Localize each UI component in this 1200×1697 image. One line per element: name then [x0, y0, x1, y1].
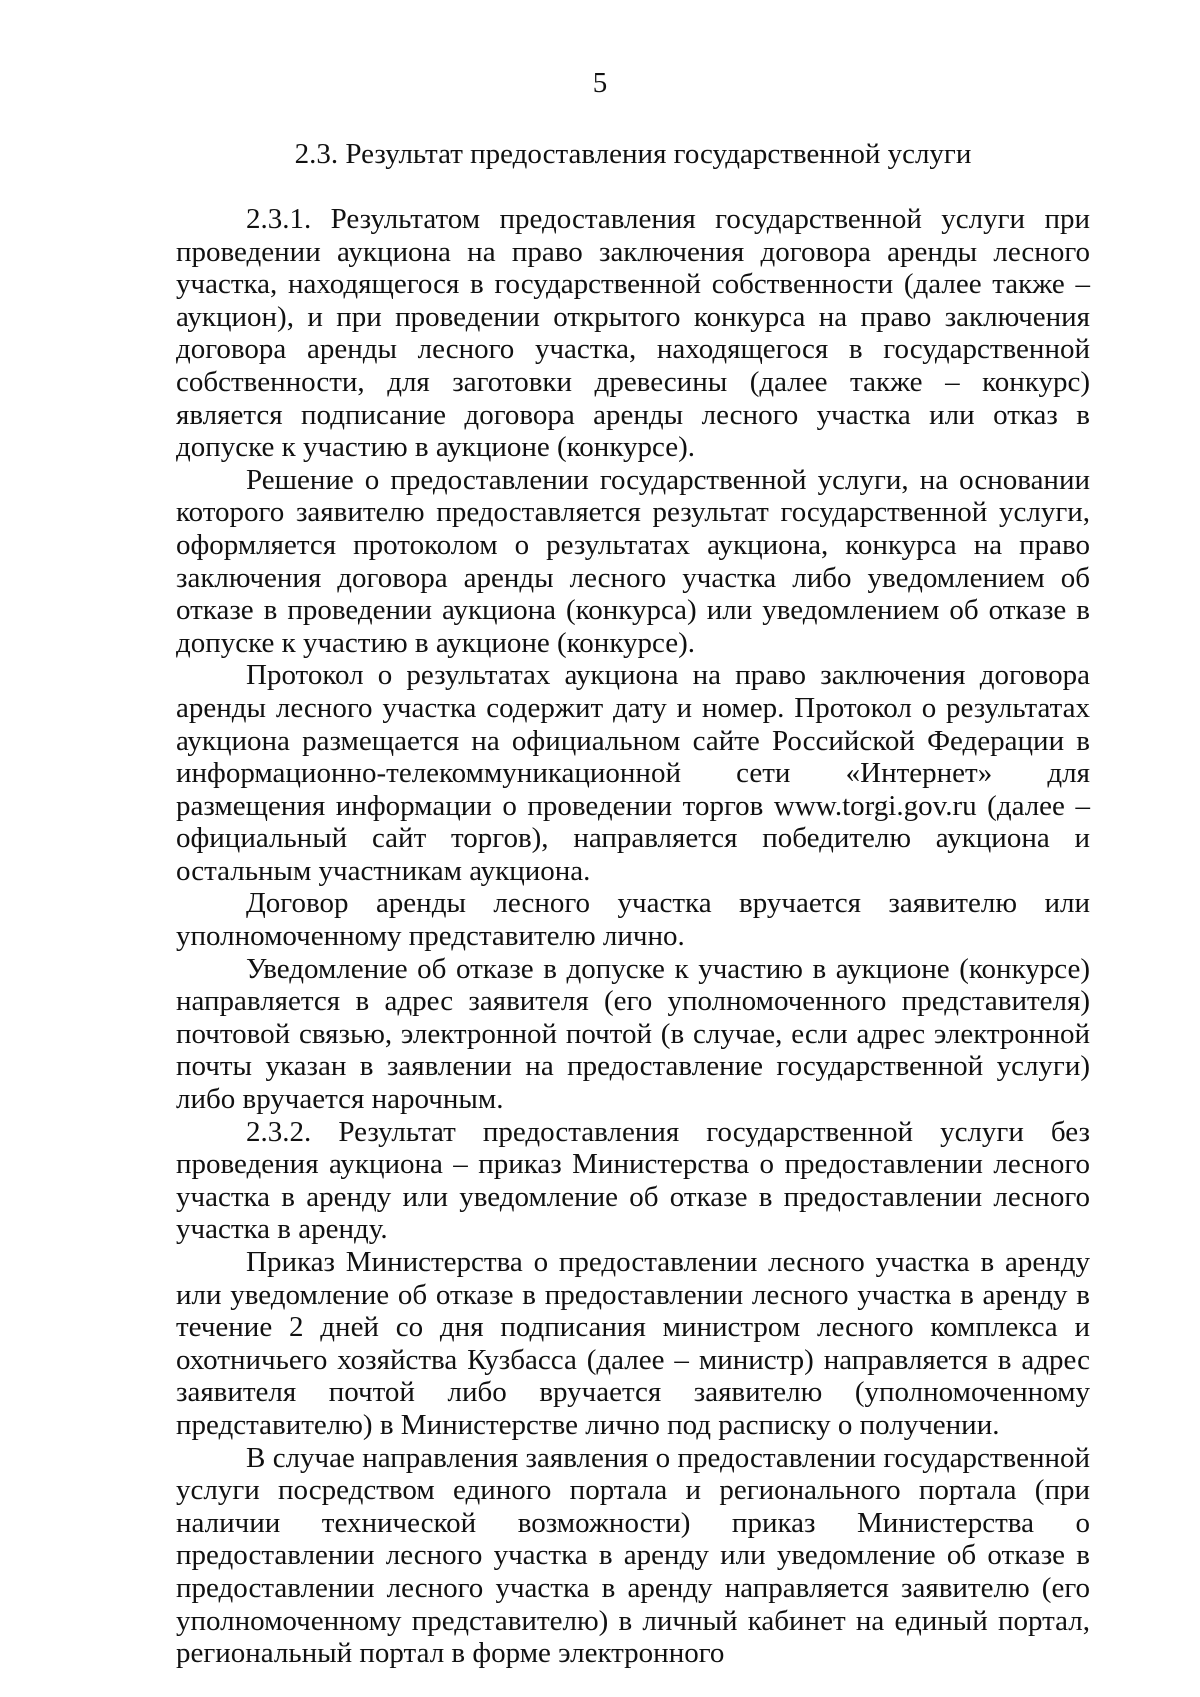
paragraph: 2.3.2. Результат предоставления государственной услуги без проведения аукциона – приказ Министерства о предоставлении лесного участка в аренду или уведомление об отказе в предоставлении лесного участка в аренду.	[176, 1115, 1090, 1246]
paragraph: Договор аренды лесного участка вручается заявителю или уполномоченному представителю лично.	[176, 887, 1090, 953]
page-number: 5	[592, 67, 608, 99]
paragraph: В случае направления заявления о предоставлении государственной услуги посредством единого портала и регионального портала (при наличии технической возможности) приказ Министерства о предоставлении лесного участка в аренду или уведомление об отказе в предоставлении лесного участка в аренду направляется заявителю (его уполномоченному представителю) в личный кабинет на единый портал, региональный портал в форме электронного	[176, 1441, 1090, 1670]
paragraph: Уведомление об отказе в допуске к участию в аукционе (конкурсе) направляется в адрес заявителя (его уполномоченного представителя) почтовой связью, электронной почтой (в случае, если адрес электронной почты указан в заявлении на предоставление государственной услуги) либо вручается нарочным.	[176, 952, 1090, 1116]
section-heading: 2.3. Результат предоставления государственной услуги	[294, 138, 972, 170]
paragraph: Решение о предоставлении государственной услуги, на основании которого заявителю предоставляется результат государственной услуги, оформляется протоколом о результатах аукциона, конкурса на право заключения договора аренды лесного участка либо уведомлением об отказе в проведении аукциона (конкурса) или уведомлением об отказе в допуске к участию в аукционе (конкурсе).	[176, 463, 1090, 659]
paragraph: Приказ Министерства о предоставлении лесного участка в аренду или уведомление об отказе в предоставлении лесного участка в аренду в течение 2 дней со дня подписания министром лесного комплекса и охотничьего хозяйства Кузбасса (далее – министр) направляется в адрес заявителя почтой либо вручается заявителю (уполномоченному представителю) в Министерстве лично под расписку о получении.	[176, 1246, 1090, 1441]
body-text	[176, 203, 1090, 1670]
paragraph: 2.3.1. Результатом предоставления государственной услуги при проведении аукциона на право заключения договора аренды лесного участка, находящегося в государственной собственности (далее также – аукцион), и при проведении открытого конкурса на право заключения договора аренды лесного участка, находящегося в государственной собственности, для заготовки древесины (далее также – конкурс) является подписание договора аренды лесного участка или отказ в допуске к участию в аукционе (конкурсе).	[176, 203, 1090, 464]
paragraph: Протокол о результатах аукциона на право заключения договора аренды лесного участка содержит дату и номер. Протокол о результатах аукциона размещается на официальном сайте Российской Федерации в информационно-телекоммуникационной сети «Интернет» для размещения информации о проведении торгов www.torgi.gov.ru (далее – официальный сайт торгов), направляется победителю аукциона и остальным участникам аукциона.	[176, 659, 1090, 887]
